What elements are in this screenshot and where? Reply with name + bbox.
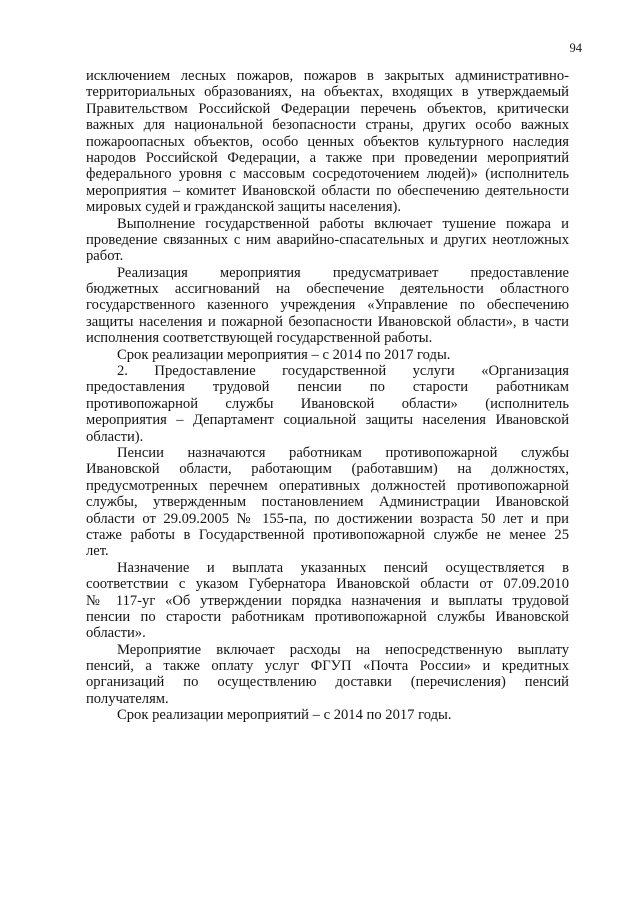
paragraph (86, 445, 569, 560)
paragraph (86, 707, 569, 723)
paragraph (86, 560, 569, 642)
paragraph (86, 216, 569, 265)
text-line: области». (86, 625, 146, 642)
text-line: федерального уровня с массовым сосредоточением людей)» (исполнитель (86, 166, 569, 183)
text-line: службы, утвержденным постановлением Администрации Ивановской (86, 494, 569, 511)
text-line: предусмотренных перечнем оперативных должностей противопожарной (86, 477, 569, 494)
text-line: Ивановской области, работающим (работавшим) на должностях, (86, 461, 569, 478)
paragraph (86, 68, 569, 216)
text-line: предоставления трудовой пенсии по старости работникам (86, 379, 569, 396)
text-line: лет. (86, 543, 109, 560)
text-line: проведение связанных с ним аварийно-спасательных и других неотложных (86, 231, 569, 248)
text-line: исключением лесных пожаров, пожаров в закрытых административно- (86, 68, 569, 84)
text-line: 2. Предоставление государственной услуги «Организация (117, 363, 569, 380)
text-line: Правительством Российской Федерации перечень объектов, критически (86, 100, 569, 117)
paragraph (86, 347, 569, 363)
paragraph (86, 265, 569, 347)
text-line: мировых судей и гражданской защиты населения). (86, 199, 402, 216)
text-line: Срок реализации мероприятий – с 2014 по 2017 годы. (117, 707, 452, 724)
text-line: Мероприятие включает расходы на непосредственную выплату (117, 641, 569, 658)
text-line: бюджетных ассигнований на обеспечение деятельности областного (86, 281, 569, 298)
paragraph (86, 642, 569, 708)
text-line: защиты населения и пожарной безопасности Ивановской области», в части (86, 313, 569, 330)
text-line: области). (86, 428, 144, 445)
text-line: работ. (86, 248, 124, 265)
text-line: Срок реализации мероприятия – с 2014 по 2017 годы. (117, 346, 451, 363)
text-line: № 117-уг «Об утверждении порядка назначения и выплаты трудовой (86, 592, 569, 609)
text-line: мероприятия – Департамент социальной защиты населения Ивановской (86, 412, 569, 429)
text-line: исполнения соответствующей государственной работы. (86, 330, 433, 347)
text-line: пенсий, а также оплату услуг ФГУП «Почта России» и кредитных (86, 658, 569, 675)
text-line: области от 29.09.2005 № 155-па, по достижении возраста 50 лет и при (86, 510, 569, 527)
page-number: 94 (569, 41, 582, 55)
paragraph (86, 363, 569, 445)
text-line: организаций по осуществлению доставки (перечисления) пенсий (86, 674, 569, 691)
body-text (86, 68, 569, 724)
text-line: соответствии с указом Губернатора Ивановской области от 07.09.2010 (86, 576, 569, 593)
text-line: Выполнение государственной работы включает тушение пожара и (117, 215, 569, 232)
text-line: противопожарной службы Ивановской области» (исполнитель (86, 395, 569, 412)
text-line: получателям. (86, 690, 169, 707)
text-line: пожароопасных объектов, особо ценных объектов культурного наследия (86, 133, 569, 150)
text-line: народов Российской Федерации, а также при проведении мероприятий (86, 149, 569, 166)
text-line: Пенсии назначаются работникам противопожарной службы (117, 444, 569, 461)
text-line: территориальных образованиях, на объектах, входящих в утверждаемый (86, 84, 569, 101)
text-line: мероприятия – комитет Ивановской области по обеспечению деятельности (86, 182, 569, 199)
text-line: государственного казенного учреждения «Управление по обеспечению (86, 297, 569, 314)
text-line: Назначение и выплата указанных пенсий осуществляется в (117, 559, 569, 576)
text-line: Реализация мероприятия предусматривает предоставление (117, 264, 569, 281)
text-line: стаже работы в Государственной противопожарной службе не менее 25 (86, 526, 569, 543)
text-line: пенсии по старости работникам противопожарной службы Ивановской (86, 608, 569, 625)
text-line: важных для национальной безопасности страны, других особо важных (86, 117, 569, 134)
